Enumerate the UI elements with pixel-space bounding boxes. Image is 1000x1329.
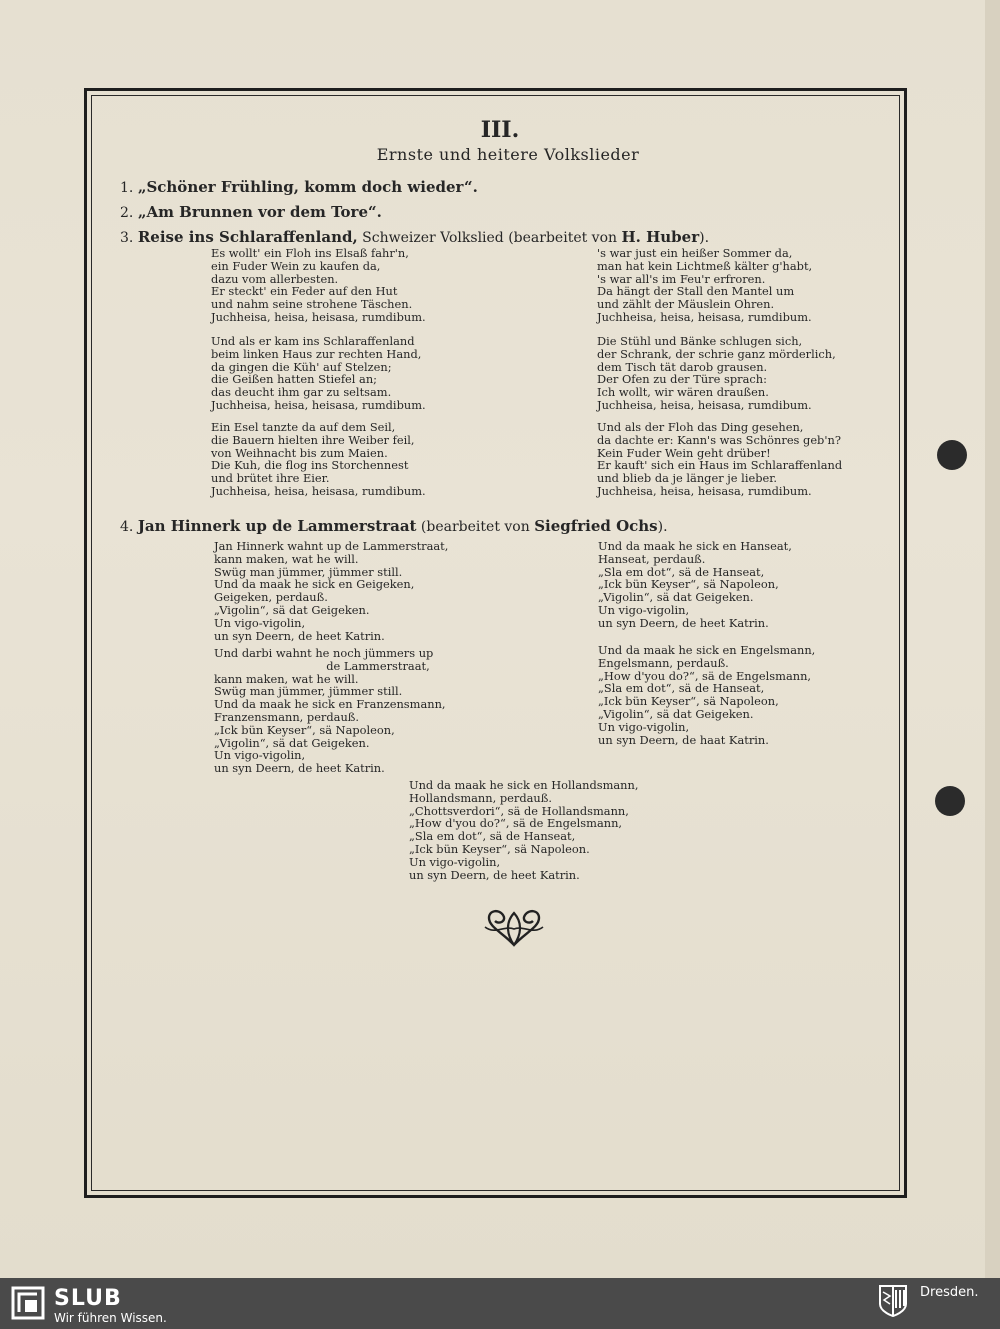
section-numeral: III. <box>480 117 520 143</box>
verse: Und da maak he sick en Hollandsmann, Hollandsmann, perdauß. „Chottsverdori“, sä de Hollandsmann, „How d'you do?“, sä de Engelsmann, „Sla em dot“, sä de Hanseat, „Ick bün Keyser“, sä Napoleon. Un vigo-vigolin, un syn Deern, de heet Katrin. <box>409 778 639 882</box>
song-title: Jan Hinnerk up de Lammerstraat <box>137 517 417 535</box>
verse: Und da maak he sick en Engelsmann, Engelsmann, perdauß. „How d'you do?“, sä de Engelsmann, „Sla em dot“, sä de Hanseat, „Ick bün Keyser“, sä Napoleon, „Vigolin“, sä dat Geigeken. Un vigo-vigolin, un syn Deern, de haat Katrin. <box>598 643 816 747</box>
song-title: „Schöner Frühling, komm doch wieder“. <box>137 178 478 196</box>
verse: Es wollt' ein Floh ins Elsaß fahr'n, ein Fuder Wein zu kaufen da, dazu vom allerbesten. Er steckt' ein Feder auf den Hut und nahm seine strohene Täschen. Juchheisa, heisa, heisasa, rumdibum. <box>211 246 426 324</box>
song-title: „Am Brunnen vor dem Tore“. <box>137 203 382 221</box>
verse: Ein Esel tanzte da auf dem Seil, die Bauern hielten ihre Weiber feil, von Weihnacht bis zum Maien. Die Kuh, die flog ins Storchennest und brütet ihre Eier. Juchheisa, heisa, heisasa, rumdibum. <box>211 420 426 498</box>
song-4 <box>120 517 668 535</box>
song-number: 4. <box>120 519 134 535</box>
song-number: 2. <box>120 205 134 221</box>
verse: Und da maak he sick en Hanseat, Hanseat, perdauß. „Sla em dot“, sä de Hanseat, „Ick bün Keyser“, sä Napoleon, „Vigolin“, sä dat Geigeken. Un vigo-vigolin, un syn Deern, de heet Katrin. <box>598 539 792 630</box>
song-note-end: ). <box>699 230 710 246</box>
song-arranger: H. Huber <box>621 228 700 246</box>
footer-city: Dresden. <box>920 1285 979 1300</box>
footer-brand: SLUB <box>54 1286 122 1311</box>
slub-logo-icon <box>10 1285 46 1321</box>
song-note: (bearbeitet von <box>416 519 535 535</box>
song-arranger: Siegfried Ochs <box>534 517 658 535</box>
punch-hole <box>935 786 965 816</box>
song-number: 1. <box>120 180 134 196</box>
song-1 <box>120 178 478 196</box>
punch-hole <box>937 440 967 470</box>
verse: 's war just ein heißer Sommer da, man hat kein Lichtmeß kälter g'habt, 's war all's im Feu'r erfroren. Da hängt der Stall den Mantel um und zählt der Mäuslein Ohren. Juchheisa, heisa, heisasa, rumdibum. <box>597 246 813 324</box>
song-3 <box>120 228 709 246</box>
city-crest-icon <box>878 1284 908 1318</box>
song-number: 3. <box>120 230 134 246</box>
verse: Jan Hinnerk wahnt up de Lammerstraat, kann maken, wat he will. Swüg man jümmer, jümmer still. Und da maak he sick en Geigeken, Geigeken, perdauß. „Vigolin“, sä dat Geigeken. Un vigo-vigolin, un syn Deern, de heet Katrin. <box>214 539 449 643</box>
page-edge <box>985 0 1000 1278</box>
section-subtitle: Ernste und heitere Volkslieder <box>376 145 640 164</box>
song-2 <box>120 203 382 221</box>
song-note-end: ). <box>657 519 668 535</box>
verse: Die Stühl und Bänke schlugen sich, der Schrank, der schrie ganz mörderlich, dem Tisch tät darob grausen. Der Ofen zu der Türe sprach: Ich wollt, wir wären draußen. Juchheisa, heisa, heisasa, rumdibum. <box>597 334 836 412</box>
verse: Und als der Floh das Ding gesehen, da dachte er: Kann's was Schönres geb'n? Kein Fuder Wein geht drüber! Er kauft' sich ein Haus im Schlaraffenland und blieb da je länger je lieber. Juchheisa, heisa, heisasa, rumdibum. <box>597 420 843 498</box>
verse: Und als er kam ins Schlaraffenland beim linken Haus zur rechten Hand, da gingen die Küh' auf Stelzen; die Geißen hatten Stiefel an; das deucht ihm gar zu seltsam. Juchheisa, heisa, heisasa, rumdibum. <box>211 334 426 412</box>
footer-tagline: Wir führen Wissen. <box>54 1311 167 1325</box>
ornament-icon <box>481 905 547 951</box>
song-note: Schweizer Volkslied (bearbeitet von <box>357 230 622 246</box>
verse: Und darbi wahnt he noch jümmers up de Lammerstraat, kann maken, wat he will. Swüg man jümmer, jümmer still. Und da maak he sick en Franzensmann, Franzensmann, perdauß. „Ick bün Keyser“, sä Napoleon, „Vigolin“, sä dat Geigeken. Un vigo-vigolin, un syn Deern, de heet Katrin. <box>214 646 446 776</box>
song-title: Reise ins Schlaraffenland, <box>137 228 358 246</box>
